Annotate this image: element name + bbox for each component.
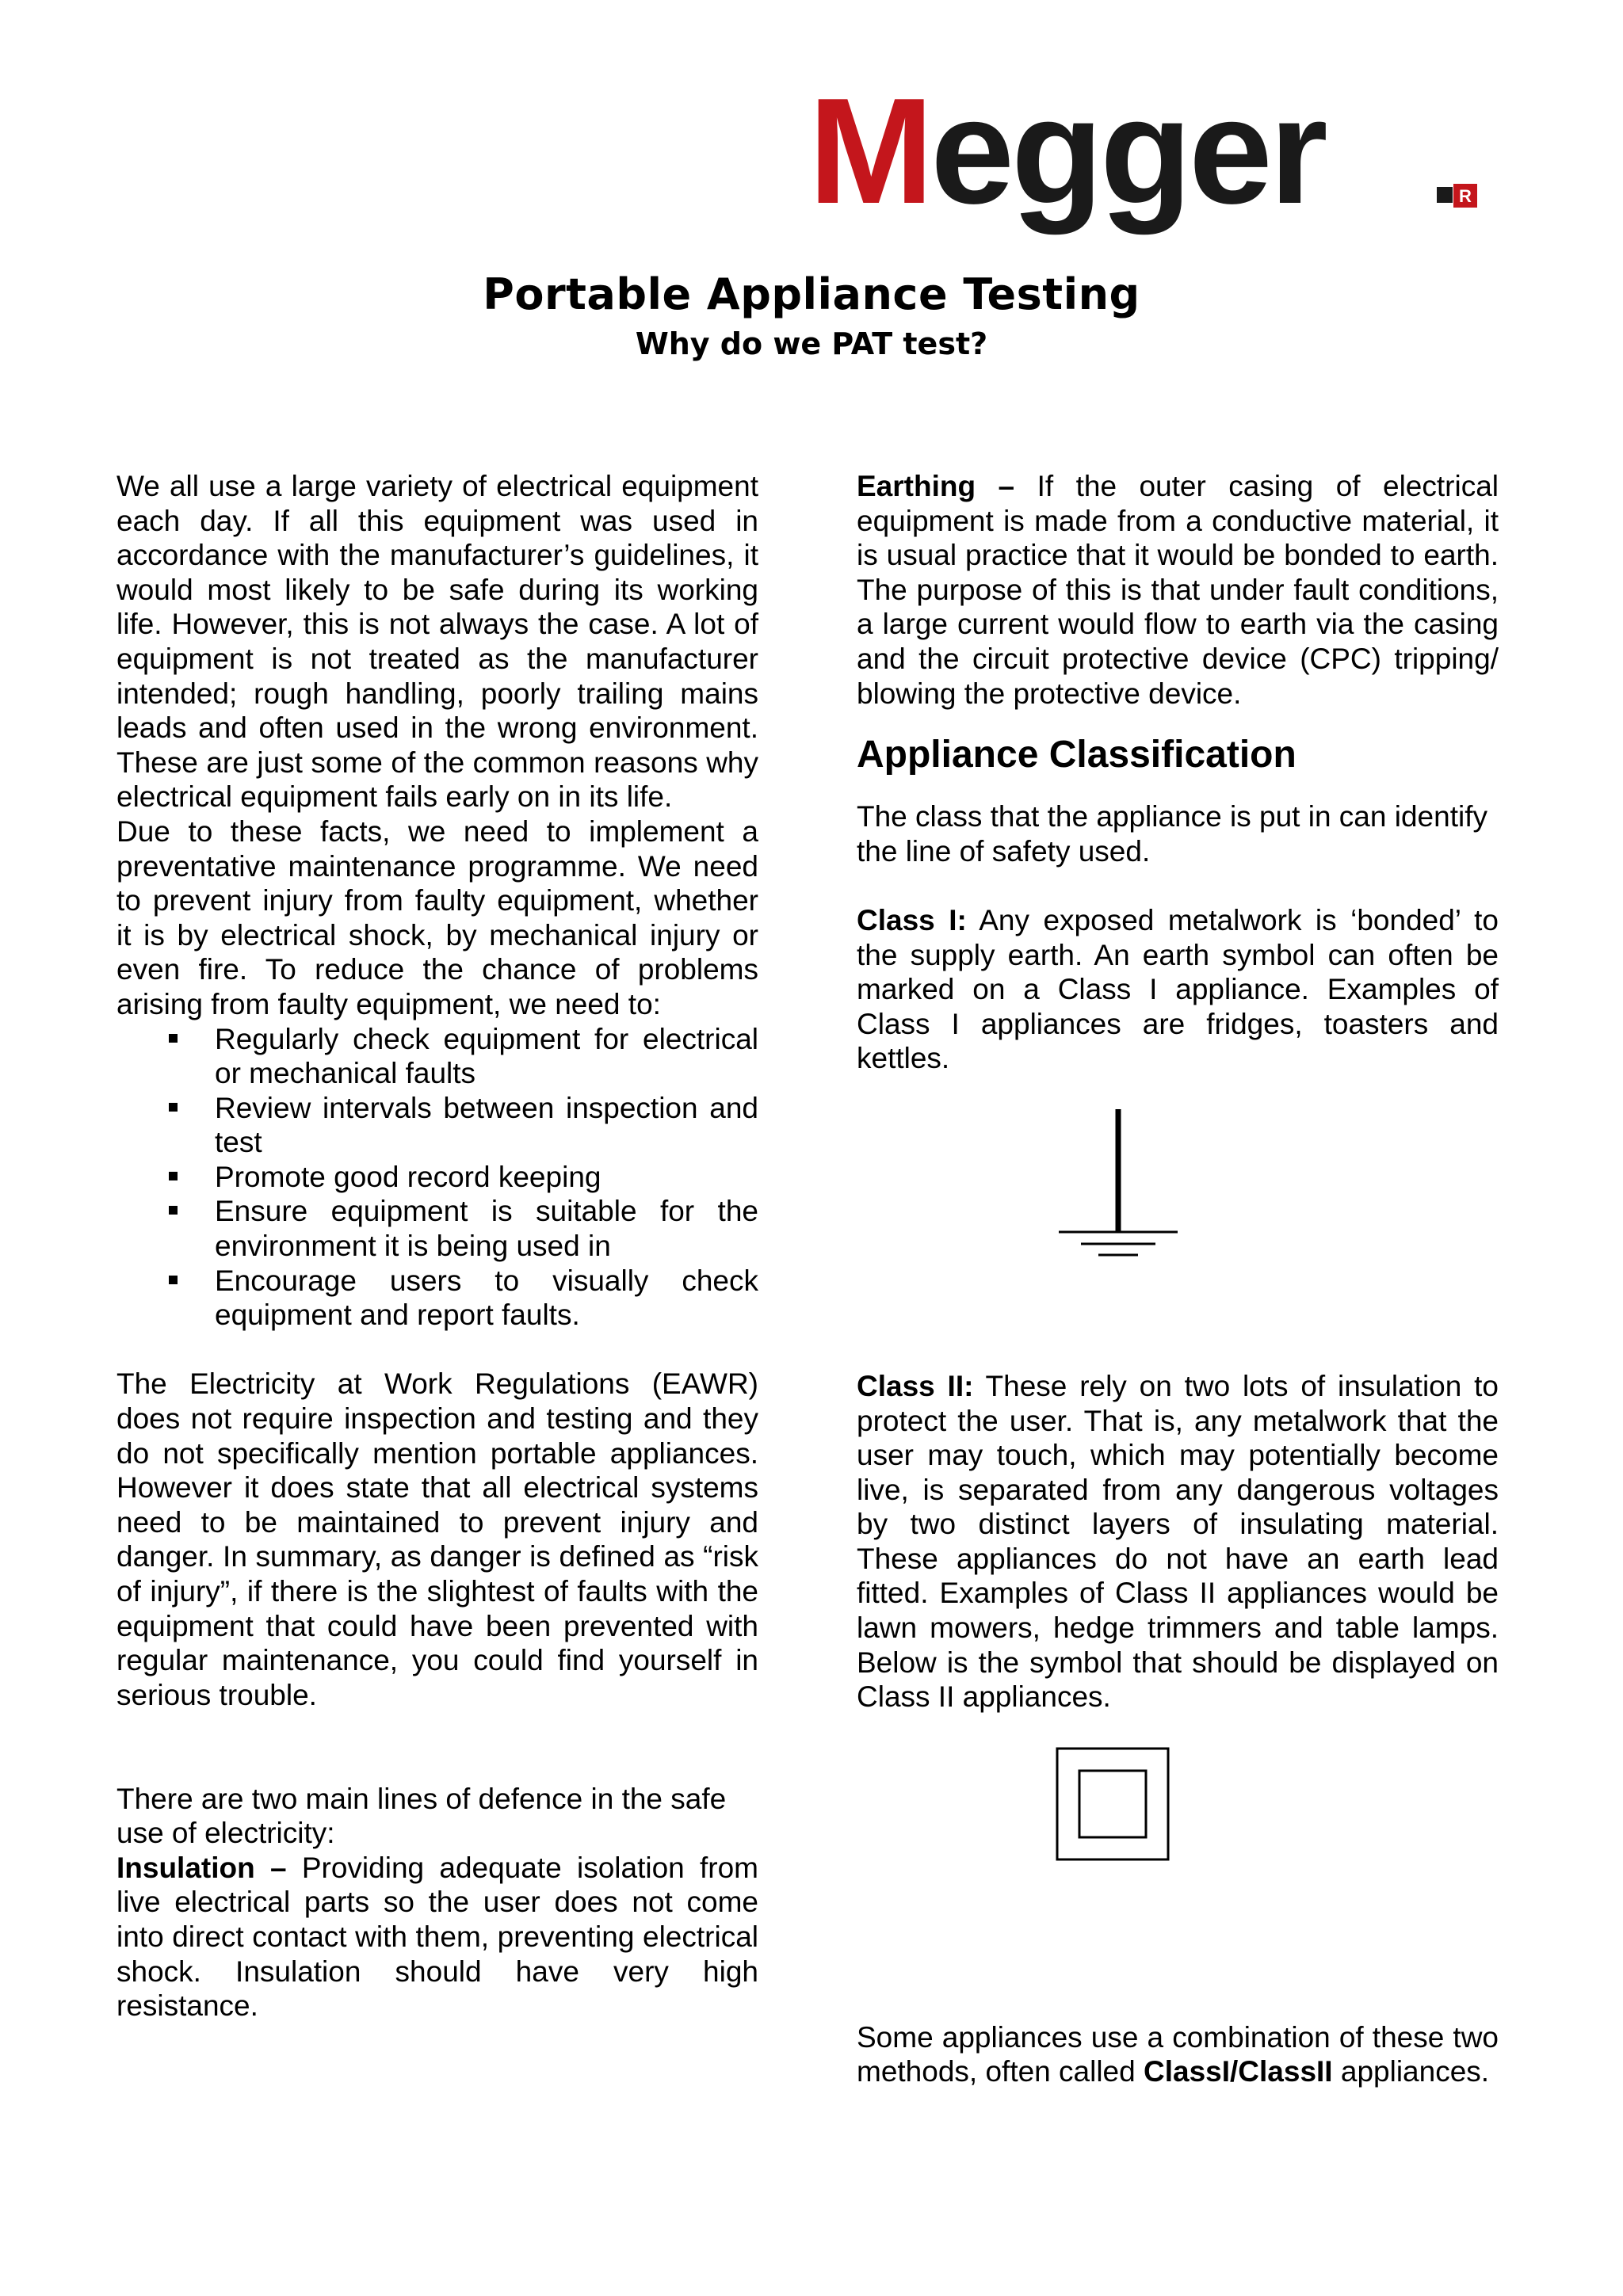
registered-mark: R xyxy=(1459,186,1472,206)
earthing-paragraph: Earthing – If the outer casing of electrical equipment is made from a conductive material, it is usual practice that it would be bonded to earth. The purpose of this is that under fault conditions, a large current would flow to earth via the casing and the circuit protective device (CPC) tripping/ blowing the protective device. xyxy=(857,470,1499,710)
double-insulation-icon xyxy=(857,1746,1499,1928)
insulation-label: Insulation – xyxy=(116,1851,287,1884)
earthing-label: Earthing – xyxy=(857,470,1015,502)
megger-logo xyxy=(808,95,1490,254)
bullet-icon xyxy=(169,1034,178,1043)
bullet-icon xyxy=(169,1276,178,1284)
left-column xyxy=(116,469,758,2023)
class-intro-paragraph: The class that the appliance is put in can identify the line of safety used. xyxy=(857,800,1487,868)
defence-paragraph: There are two main lines of defence in the safe use of electricity: xyxy=(116,1782,727,1850)
due-paragraph: Due to these facts, we need to implement a preventative maintenance programme. We need to prevent injury from faulty equipment, whether it is by electrical shock, by mechanical injury or even fire. To reduce the chance of problems arising from faulty equipment, we need to: xyxy=(116,814,758,1020)
list-item: Regularly check equipment for electrical or mechanical faults xyxy=(116,1022,758,1091)
combo-bold: ClassI/ClassII xyxy=(1144,2055,1333,2088)
class1-paragraph: Class I: Any exposed metalwork is ‘bonded’ to the supply earth. An earth symbol can often be marked on a Class I appliance. Examples of Class I appliances are fridges, toasters and kettles. xyxy=(857,903,1499,1075)
page-subtitle: Why do we PAT test? xyxy=(635,326,988,361)
bullet-list xyxy=(116,1022,758,1333)
logo-rest: egger xyxy=(930,95,1325,235)
bullet-icon xyxy=(169,1172,178,1180)
list-item: Review intervals between inspection and test xyxy=(116,1091,758,1160)
list-item: Encourage users to visually check equipment and report faults. xyxy=(116,1264,758,1333)
classification-heading: Appliance Classification xyxy=(857,734,1296,776)
combo-paragraph: Some appliances use a combination of these two methods, often called ClassI/ClassII appliances. xyxy=(857,2020,1499,2088)
right-column xyxy=(857,469,1499,2089)
insulation-paragraph: Insulation – Providing adequate isolation from live electrical parts so the user does not come into direct contact with them, preventing electrical shock. Insulation should have very high resistance. xyxy=(116,1851,758,2023)
earth-symbol-icon xyxy=(857,1109,1499,1268)
list-item: Ensure equipment is suitable for the environment it is being used in xyxy=(116,1194,758,1263)
class2-paragraph: Class II: These rely on two lots of insulation to protect the user. That is, any metalwork that the user may touch, which may potentially become live, is separated from any dangerous voltages by two distinct layers of insulating material. These appliances do not have an earth lead fitted. Examples of Class II appliances would be lawn mowers, hedge trimmers and table lamps. Below is the symbol that should be displayed on Class II appliances. xyxy=(857,1369,1499,1714)
class2-label: Class II: xyxy=(857,1369,974,1402)
list-item: Promote good record keeping xyxy=(116,1160,758,1195)
page-title: Portable Appliance Testing xyxy=(483,269,1140,319)
bullet-icon xyxy=(169,1103,178,1112)
eawr-paragraph: The Electricity at Work Regulations (EAWR) does not require inspection and testing and they do not specifically mention portable appliances. However it does state that all electrical systems need to be maintained to prevent injury and danger. In summary, as danger is defined as “risk of injury”, if there is the slightest of faults with the equipment that could have been prevented with regular maintenance, you could find yourself in serious trouble. xyxy=(116,1367,758,1711)
logo-m: M xyxy=(808,95,931,235)
bullet-icon xyxy=(169,1206,178,1215)
svg-text:Megger xyxy=(808,95,1327,235)
class1-label: Class I: xyxy=(857,903,967,936)
intro-paragraph: We all use a large variety of electrical equipment each day. If all this equipment was used in accordance with the manufacturer’s guidelines, it would most likely to be safe during its working life. However, this is not always the case. A lot of equipment is not treated as the manufacturer intended; rough handling, poorly trailing mains leads and often used in the wrong environment. These are just some of the common reasons why electrical equipment fails early on in its life. xyxy=(116,470,758,814)
